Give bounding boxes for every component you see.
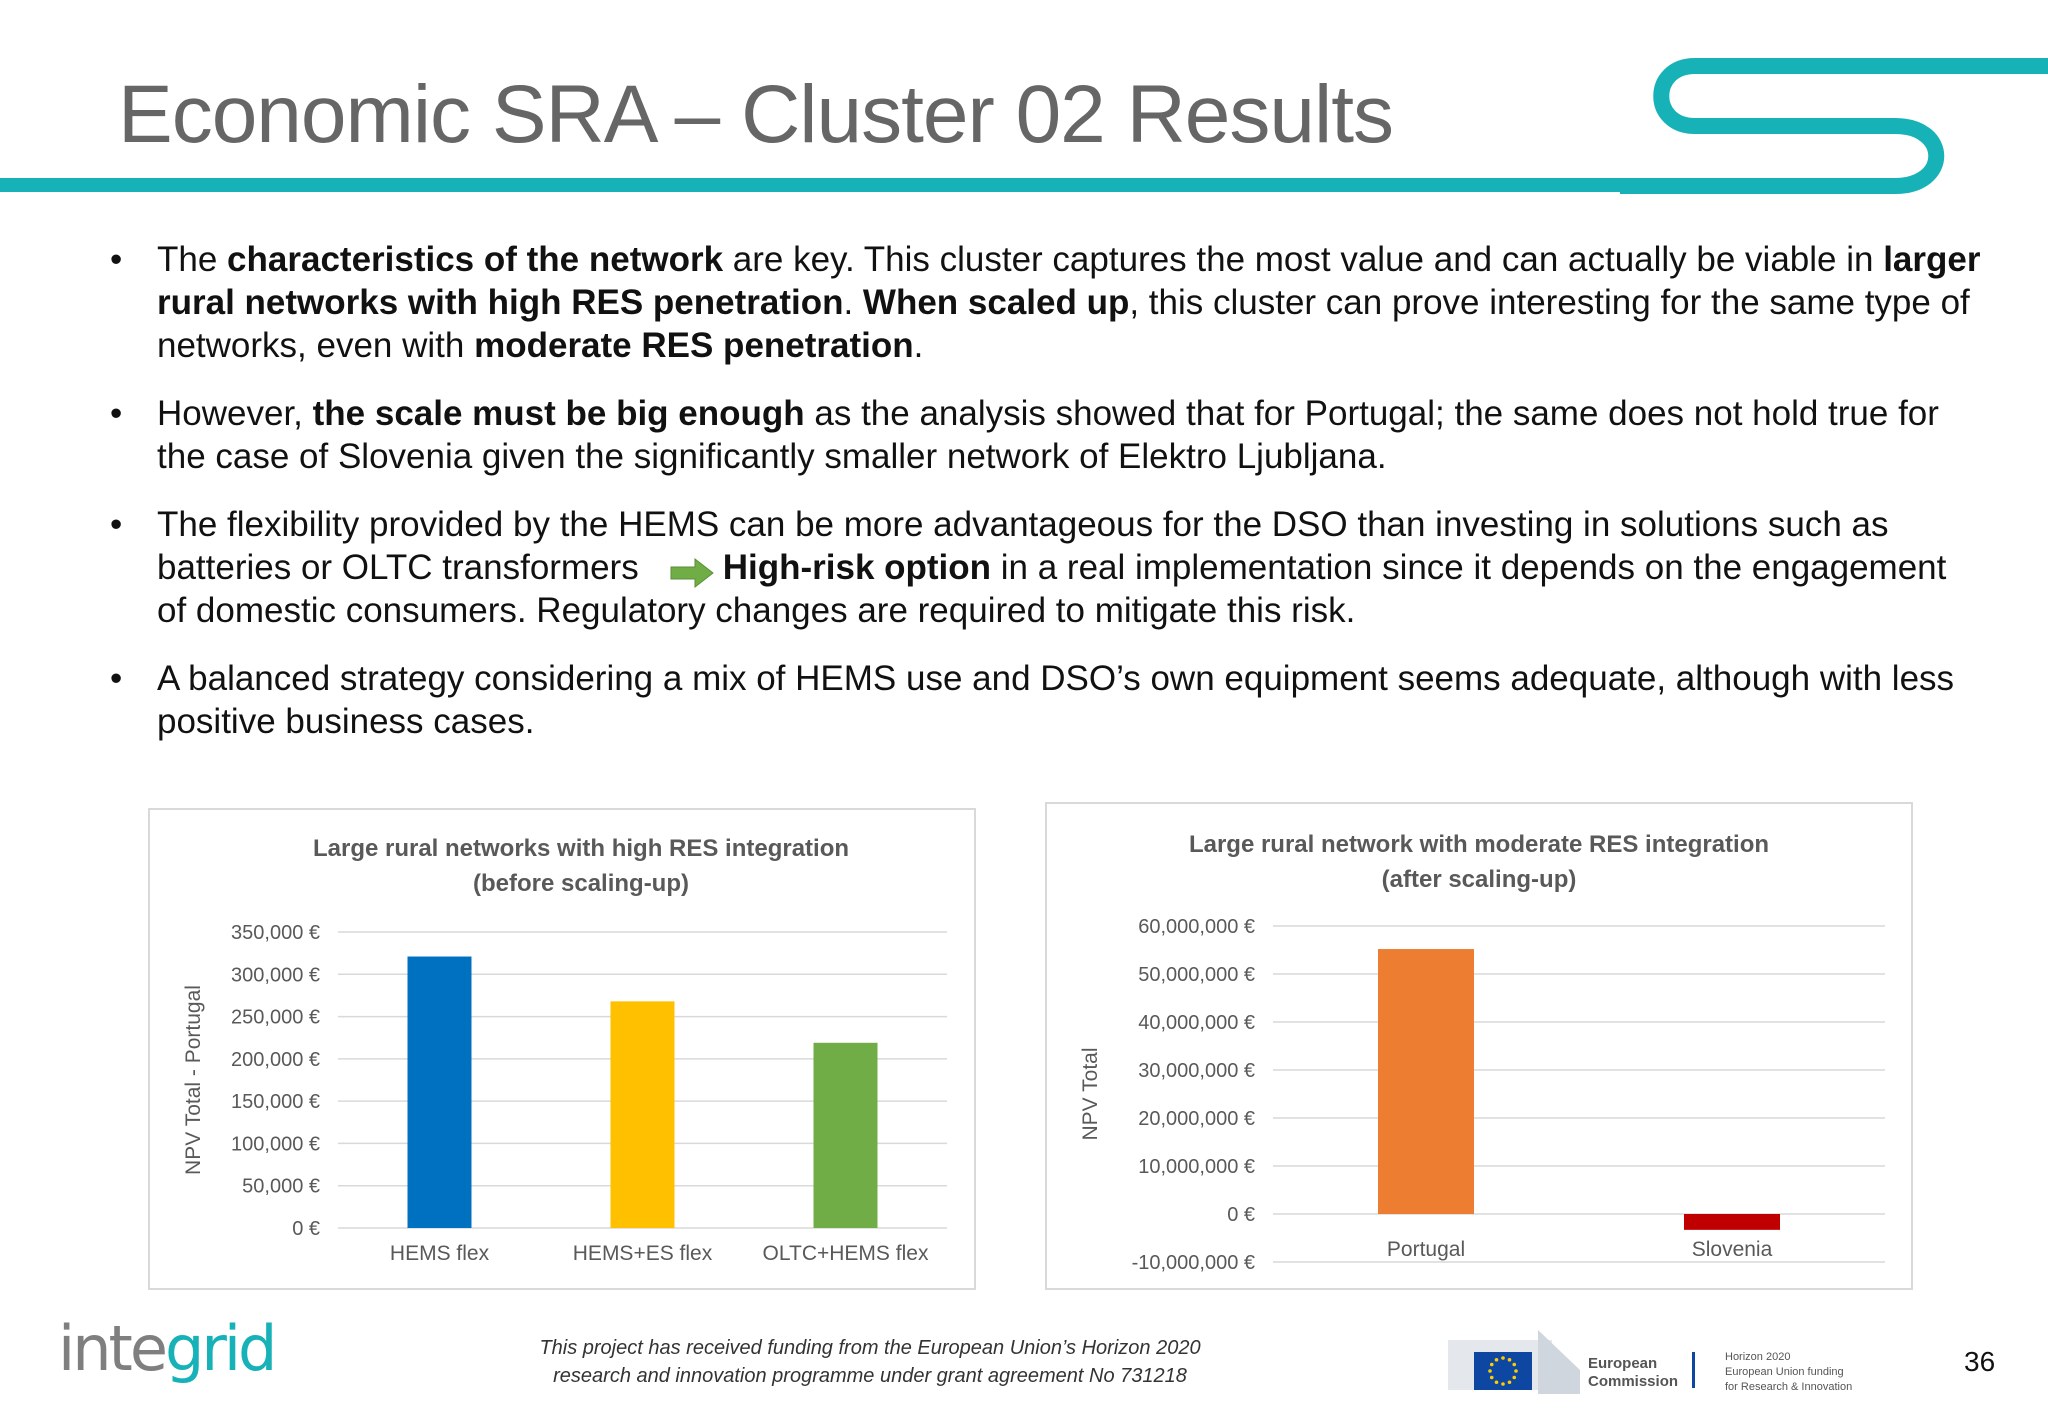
h2020-text-line: for Research & Innovation (1725, 1381, 1853, 1393)
bullet-marker: • (110, 505, 123, 544)
funding-line: research and innovation programme under grant agreement No 731218 (553, 1365, 1187, 1387)
bullet-text: The flexibility provided by the HEMS can be more advantageous for the DSO than investing in solutions such as batteries or OLTC transformers High-risk option in a real implementation since it depends on the engagement of domestic consumers. Regulatory changes are required to mitigate this risk. (157, 505, 1947, 630)
integrid-logo (58, 1315, 298, 1395)
h2020-text-line: European Union funding (1725, 1366, 1844, 1378)
eu-star (1490, 1363, 1494, 1367)
eu-star (1508, 1380, 1512, 1384)
eu-star (1508, 1358, 1512, 1362)
y-tick-label: 250,000 € (231, 1006, 320, 1029)
bar-hems-flex (408, 957, 472, 1228)
y-axis-label: NPV Total - Portugal (182, 985, 205, 1175)
y-tick-label: 0 € (292, 1218, 320, 1240)
funding-line: This project has received funding from the European Union’s Horizon 2020 (539, 1337, 1201, 1359)
bullet-item (104, 392, 1984, 478)
chart-title: Large rural networks with high RES integration (312, 835, 850, 862)
bullet-marker: • (110, 240, 123, 279)
x-category-label: HEMS flex (389, 1242, 490, 1265)
logo-part-grid: grid (164, 1315, 275, 1385)
y-tick-label: 150,000 € (231, 1091, 320, 1114)
chart-after-scaling (1045, 802, 1913, 1290)
brand-s-logo (1620, 48, 2048, 208)
ec-text-line: European (1588, 1355, 1658, 1372)
bullet-text: A balanced strategy considering a mix of HEMS use and DSO’s own equipment seems adequate, although with less positive business cases. (157, 659, 1955, 741)
y-tick-label: -10,000,000 € (1131, 1252, 1255, 1274)
chart-subtitle: (after scaling-up) (1381, 866, 1577, 893)
bullet-text: The characteristics of the network are key. This cluster captures the most value and can actually be viable in larger rural networks with high RES penetration. When scaled up, this cluster can prove interesting for the same type of networks, even with moderate RES penetration. (157, 240, 1981, 365)
eu-star (1512, 1363, 1516, 1367)
y-tick-label: 0 € (1227, 1204, 1255, 1226)
bar-oltc-hems-flex (814, 1043, 878, 1228)
bullet-item (104, 657, 1984, 743)
bar-slovenia (1684, 1214, 1780, 1230)
y-tick-label: 350,000 € (231, 922, 320, 944)
european-commission-logo (1448, 1330, 1878, 1398)
logo-part-inte: inte (58, 1315, 165, 1385)
eu-star (1488, 1369, 1492, 1373)
bar-hems-es-flex (611, 1001, 675, 1228)
x-category-label: Slovenia (1691, 1238, 1773, 1261)
bullet-text: However, the scale must be big enough as the analysis showed that for Portugal; the same does not hold true for the case of Slovenia given the significantly smaller network of Elektro Ljubljana. (157, 394, 1939, 476)
svg-text:integrid (58, 1315, 274, 1385)
chart-subtitle: (before scaling-up) (472, 870, 690, 897)
eu-star (1490, 1376, 1494, 1380)
x-category-label: HEMS+ES flex (572, 1242, 713, 1265)
y-tick-label: 20,000,000 € (1138, 1108, 1255, 1130)
chart-title: Large rural network with moderate RES integration (1188, 831, 1770, 858)
y-tick-label: 200,000 € (231, 1048, 320, 1071)
y-tick-label: 300,000 € (231, 964, 320, 987)
y-tick-label: 40,000,000 € (1138, 1012, 1255, 1034)
eu-star (1495, 1380, 1499, 1384)
ec-building-shape (1538, 1330, 1580, 1394)
page-number: 36 (1964, 1346, 1996, 1377)
eu-star (1501, 1382, 1505, 1386)
bullet-list (104, 238, 1984, 768)
bullet-item (104, 238, 1984, 367)
chart-before-scaling-svg (150, 810, 974, 1288)
bar-portugal (1378, 949, 1474, 1214)
eu-star (1514, 1369, 1518, 1373)
x-category-label: Portugal (1386, 1238, 1466, 1261)
eu-star (1501, 1356, 1505, 1360)
title-underline (0, 178, 1780, 192)
funding-statement (470, 1334, 1270, 1390)
y-axis-label: NPV Total (1079, 1047, 1102, 1141)
y-tick-label: 100,000 € (231, 1133, 320, 1156)
y-tick-label: 30,000,000 € (1138, 1060, 1255, 1082)
bullet-marker: • (110, 394, 123, 433)
bullet-marker: • (110, 659, 123, 698)
bullet-item (104, 503, 1984, 632)
ec-text-line: Commission (1588, 1373, 1679, 1390)
chart-before-scaling (148, 808, 976, 1290)
ec-divider (1692, 1352, 1695, 1388)
eu-star (1512, 1376, 1516, 1380)
right-arrow-icon (657, 555, 719, 585)
eu-star (1495, 1358, 1499, 1362)
y-tick-label: 50,000 € (242, 1175, 320, 1198)
y-tick-label: 50,000,000 € (1138, 964, 1255, 986)
chart-after-scaling-svg (1047, 804, 1911, 1288)
slide-title: Economic SRA – Cluster 02 Results (118, 69, 1393, 160)
h2020-text-line: Horizon 2020 (1725, 1351, 1791, 1363)
y-tick-label: 60,000,000 € (1138, 916, 1255, 938)
x-category-label: OLTC+HEMS flex (762, 1242, 929, 1265)
y-tick-label: 10,000,000 € (1138, 1156, 1255, 1178)
